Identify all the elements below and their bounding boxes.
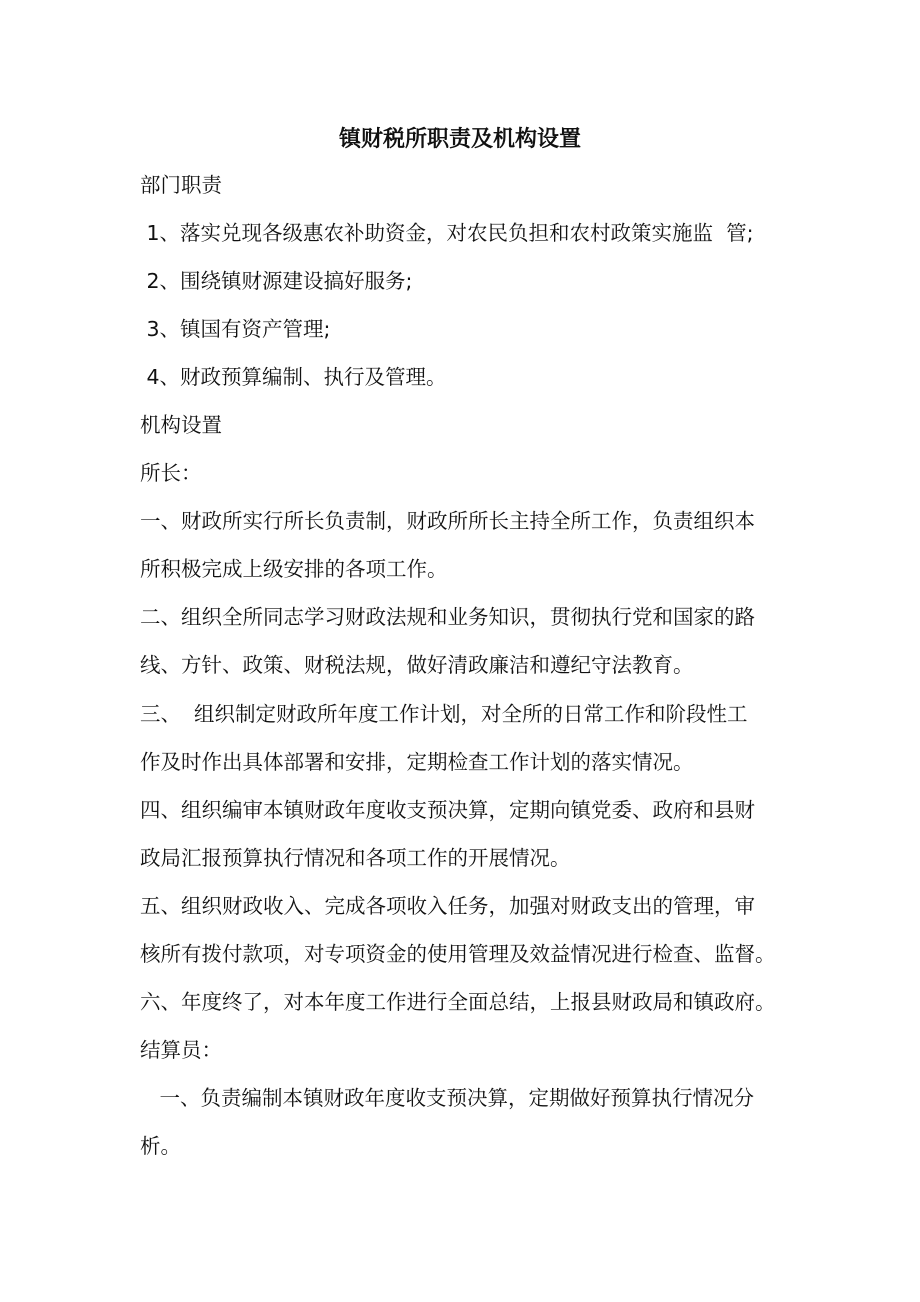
text-line: 析。 xyxy=(140,1134,181,1158)
text-line: 所积极完成上级安排的各项工作。 xyxy=(140,557,448,581)
text-line: 结算员： xyxy=(140,1038,222,1062)
text-line: 四、组织编审本镇财政年度收支预决算，定期向镇党委、政府和县财 xyxy=(140,798,755,822)
text-line: 二、组织全所同志学习财政法规和业务知识，贯彻执行党和国家的路 xyxy=(140,605,755,629)
text-line: 4、财政预算编制、执行及管理。 xyxy=(140,365,447,389)
text-line: 线、方针、政策、财税法规，做好清政廉洁和遵纪守法教育。 xyxy=(140,653,694,677)
text-line: 一、财政所实行所长负责制，财政所所长主持全所工作，负责组织本 xyxy=(140,509,755,533)
text-line: 一、负责编制本镇财政年度收支预决算，定期做好预算执行情况分 xyxy=(140,1086,755,1110)
text-line: 六、年度终了，对本年度工作进行全面总结，上报县财政局和镇政府。 xyxy=(140,990,776,1014)
text-line: 所长： xyxy=(140,461,202,485)
text-line: 三、 组织制定财政所年度工作计划，对全所的日常工作和阶段性工 xyxy=(140,702,748,726)
document-title: 镇财税所职责及机构设置 xyxy=(338,127,581,152)
text-line: 3、镇国有资产管理; xyxy=(140,317,331,341)
text-line: 机构设置 xyxy=(140,413,222,437)
text-line: 核所有拨付款项，对专项资金的使用管理及效益情况进行检查、监督。 xyxy=(140,942,776,966)
text-line: 2、围绕镇财源建设搞好服务; xyxy=(140,269,413,293)
text-line: 政局汇报预算执行情况和各项工作的开展情况。 xyxy=(140,846,571,870)
text-line: 五、组织财政收入、完成各项收入任务，加强对财政支出的管理，审 xyxy=(140,894,755,918)
text-line: 部门职责 xyxy=(140,173,222,197)
text-line: 1、落实兑现各级惠农补助资金，对农民负担和农村政策实施监 管; xyxy=(140,221,754,245)
text-line: 作及时作出具体部署和安排，定期检查工作计划的落实情况。 xyxy=(140,750,694,774)
